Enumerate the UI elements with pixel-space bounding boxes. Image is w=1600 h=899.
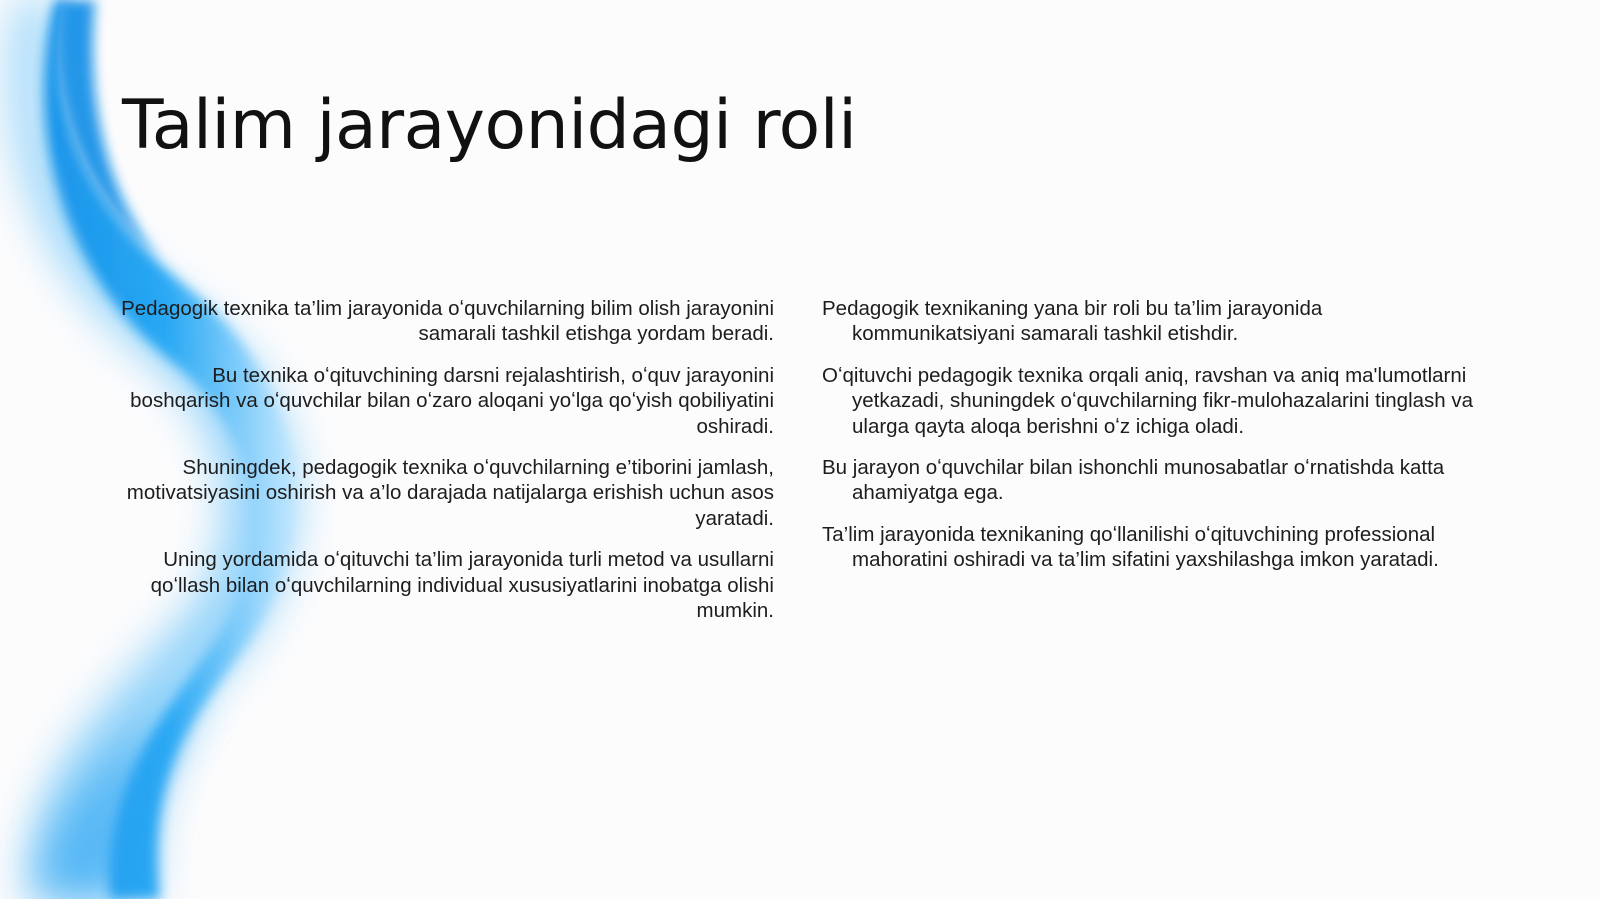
slide-title: Talim jarayonidagi roli — [122, 86, 857, 165]
left-paragraph-2: Bu texnika oʻqituvchining darsni rejalashtirish, oʻquv jarayonini boshqarish va oʻquvchilar bilan oʻzaro aloqani yoʻlga qoʻyish qobiliyatini oshiradi. — [130, 363, 774, 438]
right-paragraph-1: Pedagogik texnikaning yana bir roli bu ta’lim jarayonida kommunikatsiyani samarali tashkil etishdir. — [822, 297, 1323, 346]
left-paragraph-1: Pedagogik texnika ta’lim jarayonida oʻquvchilarning bilim olish jarayonini samarali tashkil etishga yordam beradi. — [121, 297, 774, 346]
right-paragraph-2: Oʻqituvchi pedagogik texnika orqali aniq, ravshan va aniq ma'lumotlarni yetkazadi, shuningdek oʻquvchilarning fikr-mulohazalarini tinglash va ularga qayta aloqa berishni oʻz ichiga oladi. — [822, 363, 1474, 438]
right-paragraph-4: Ta’lim jarayonida texnikaning qoʻllanilishi oʻqituvchining professional mahoratini oshiradi va ta’lim sifatini yaxshilashga imkon yaratadi. — [822, 522, 1439, 572]
left-paragraph-3: Shuningdek, pedagogik texnika oʻquvchilarning e’tiborini jamlash, motivatsiyasini oshirish va a’lo darajada natijalarga erishish uchun asos yaratadi. — [126, 456, 774, 530]
right-paragraph-3: Bu jarayon oʻquvchilar bilan ishonchli munosabatlar oʻrnatishda katta ahamiyatga ega. — [822, 456, 1445, 505]
left-text-column — [118, 296, 774, 639]
right-text-column — [822, 296, 1486, 589]
left-paragraph-4: Uning yordamida oʻqituvchi ta’lim jarayonida turli metod va usullarni qoʻllash bilan oʻquvchilarning individual xususiyatlarini inobatga olishi mumkin. — [150, 548, 774, 623]
